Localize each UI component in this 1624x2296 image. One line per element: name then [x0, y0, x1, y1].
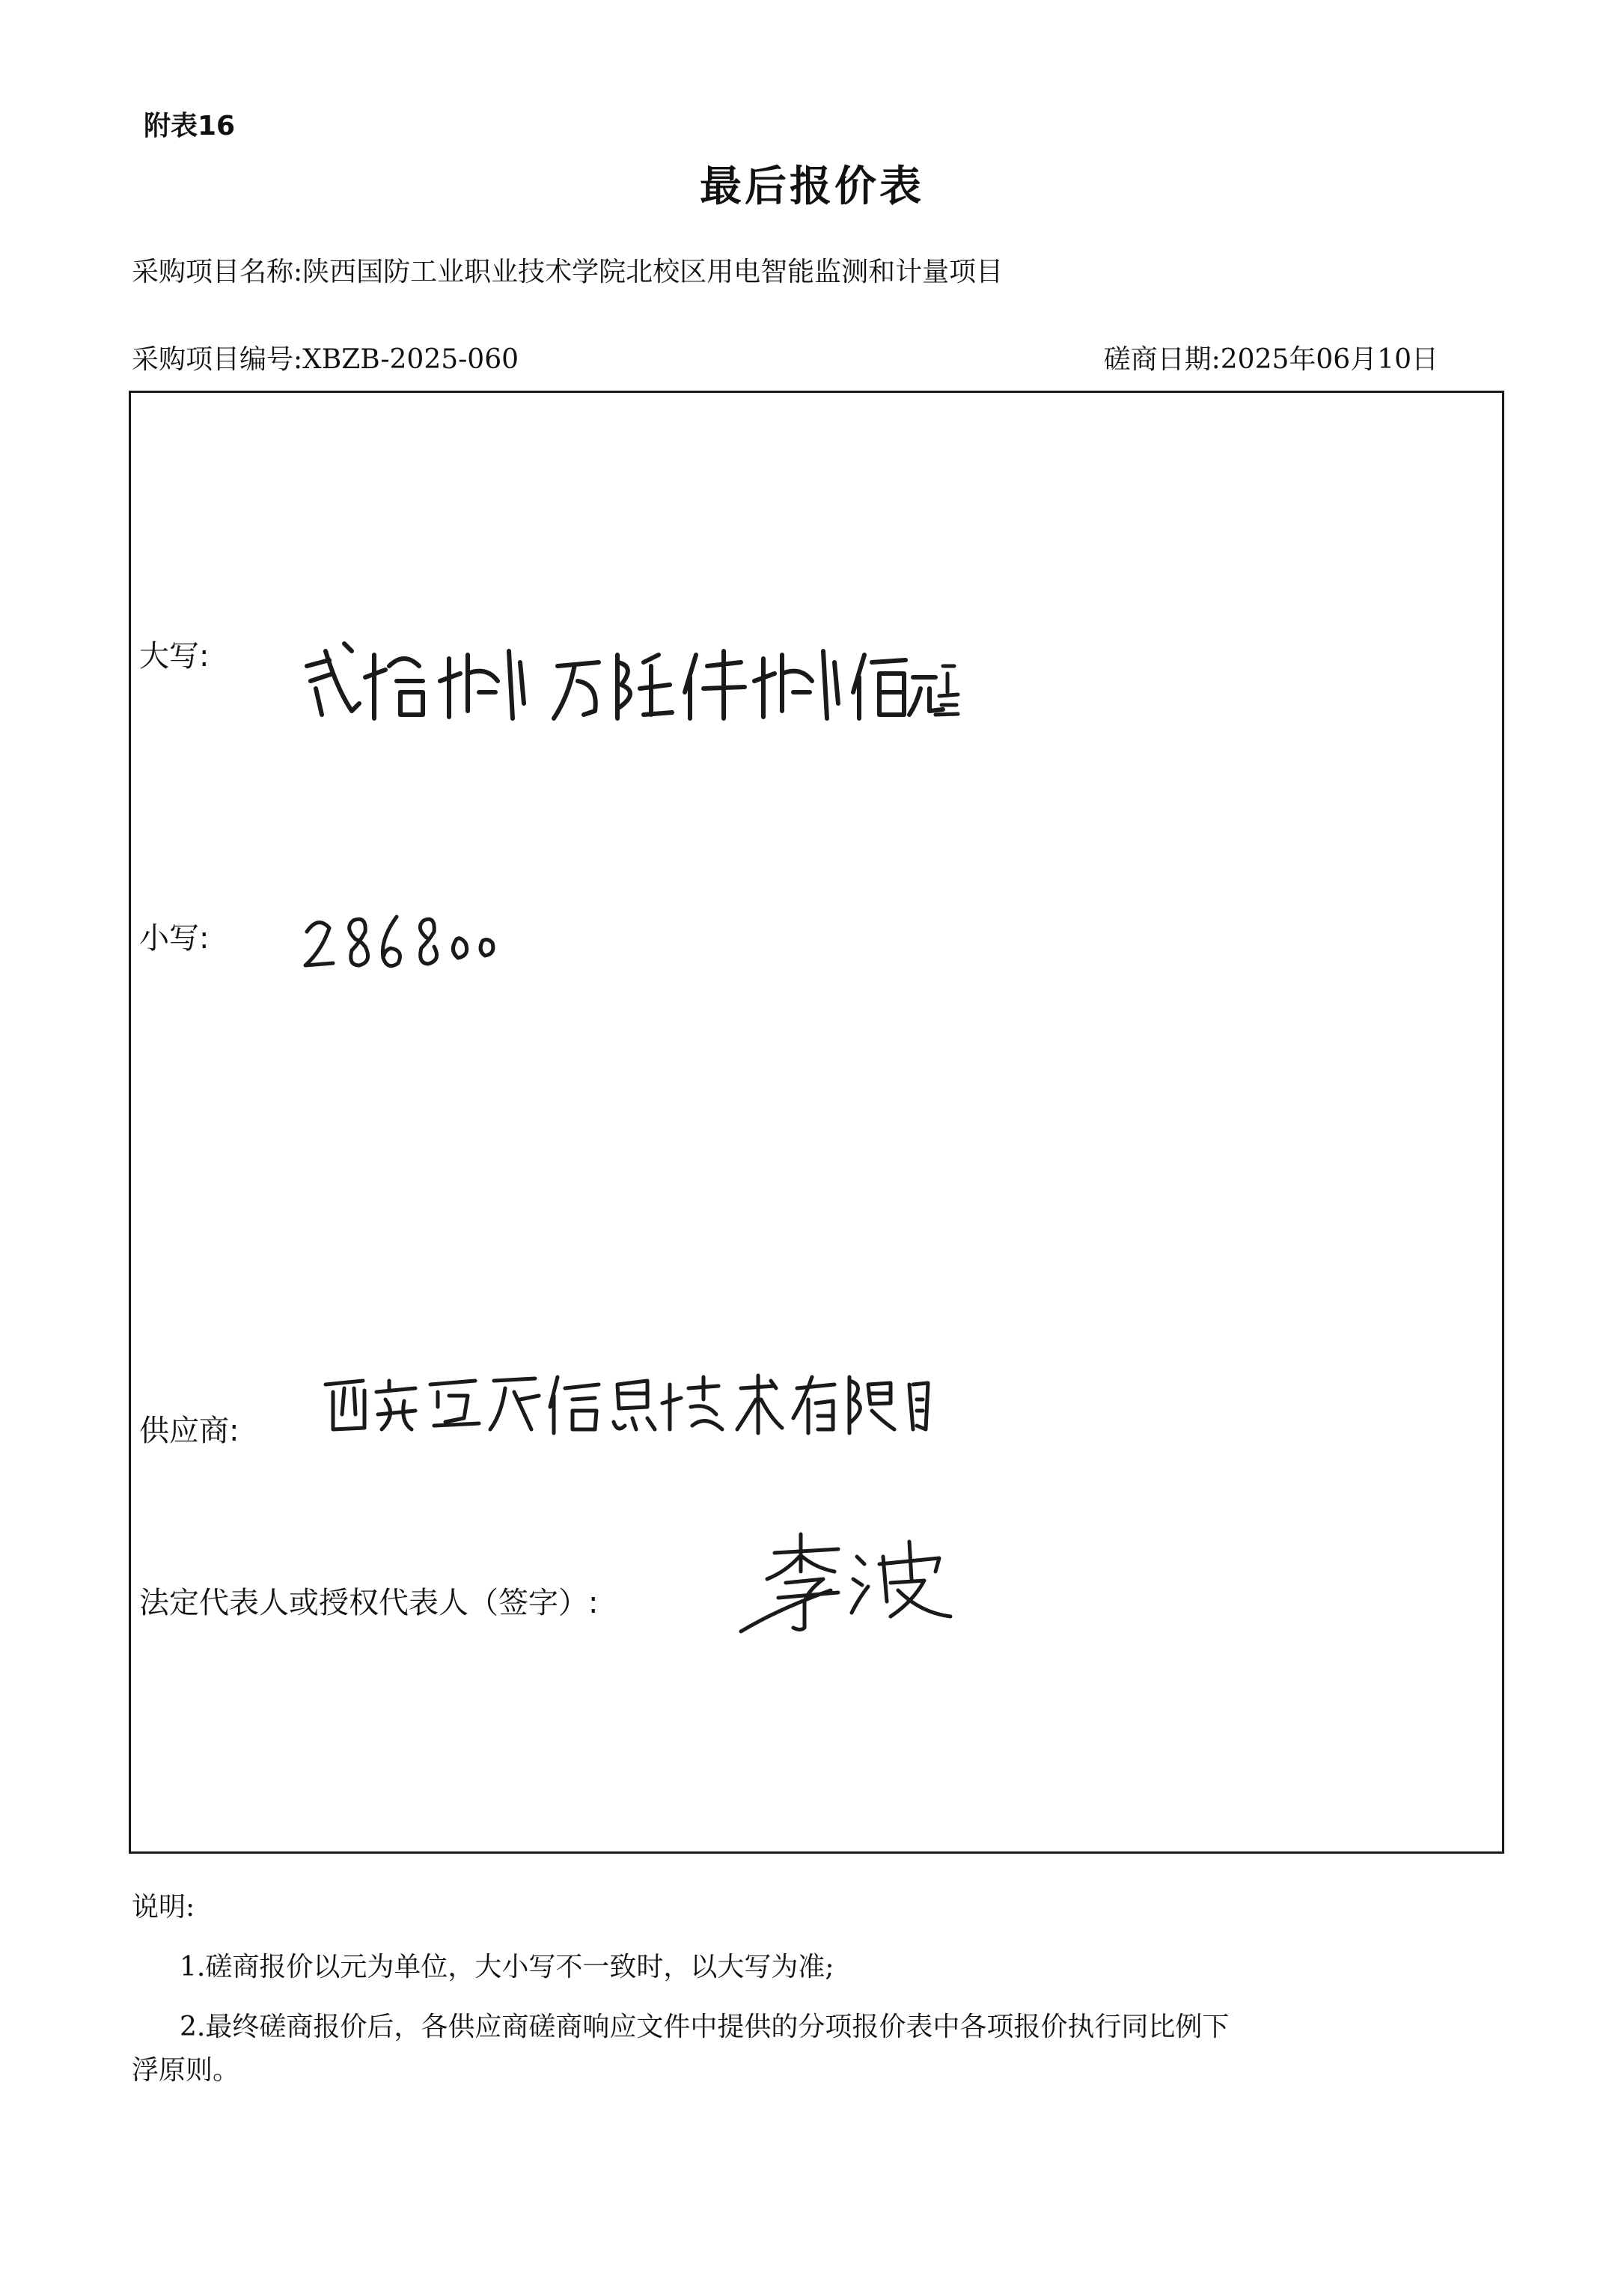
uppercase-amount-handwriting	[299, 621, 958, 733]
annex-label: 附表16	[144, 111, 236, 141]
consult-date: 磋商日期:2025年06月10日	[1103, 344, 1438, 375]
uppercase-label: 大写:	[139, 639, 210, 674]
project-name: 采购项目名称:陕西国防工业职业技术学院北校区用电智能监测和计量项目	[132, 257, 1004, 287]
project-number: 采购项目编号:XBZB-2025-060	[132, 344, 519, 375]
signature-label: 法定代表人或授权代表人（签字）:	[139, 1586, 599, 1620]
note-item-1: 1.磋商报价以元为单位，大小写不一致时，以大写为准;	[180, 1952, 834, 1982]
signature-handwriting	[733, 1519, 973, 1646]
supplier-name-handwriting	[318, 1355, 932, 1444]
note-item-2-line-1: 2.最终磋商报价后，各供应商磋商响应文件中提供的分项报价表中各项报价执行同比例下	[180, 2012, 1230, 2042]
note-item-2-line-2: 浮原则。	[132, 2055, 240, 2086]
lowercase-amount-handwriting	[299, 909, 501, 977]
notes-heading: 说明:	[132, 1892, 195, 1923]
lowercase-label: 小写:	[139, 921, 210, 956]
page-title: 最后报价表	[700, 162, 924, 211]
supplier-label: 供应商:	[139, 1414, 239, 1448]
